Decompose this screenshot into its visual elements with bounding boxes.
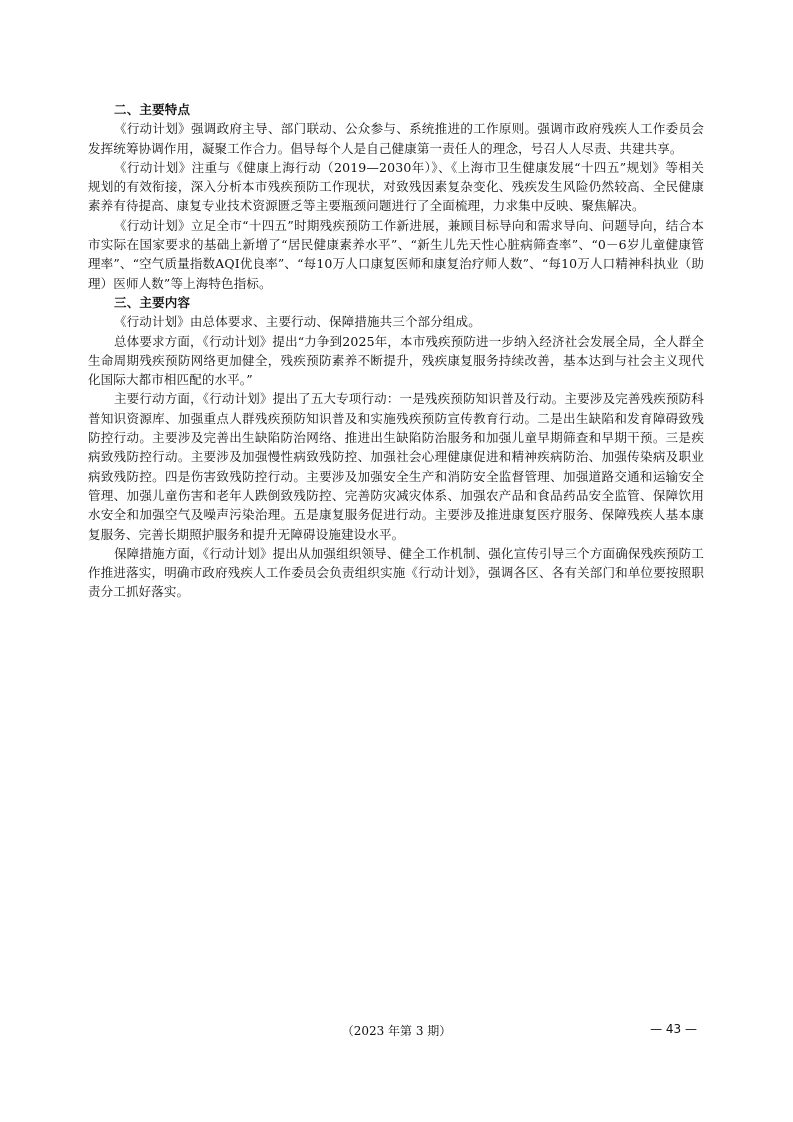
paragraph: 《行动计划》注重与《健康上海行动（2019—2030年）》、《上海市卫生健康发展“十四五”规划》等相关规划的有效衔接，深入分析本市残疾预防工作现状，对致残因素复杂变化、残疾发生风险仍然较高、全民健康素养有待提高、康复专业技术资源匮乏等主要瓶颈问题进行了全面梳理，力求集中反映、聚焦解决。 [88, 159, 704, 214]
section-heading-content: 三、主要内容 [114, 294, 191, 310]
paragraph: 总体要求方面，《行动计划》提出“力争到2025年，本市残疾预防进一步纳入经济社会发展全局，全人群全生命周期残疾预防网络更加健全，残疾预防素养不断提升，残疾康复服务持续改善，基本达到与社会主义现代化国际大都市相匹配的水平。” [88, 333, 704, 388]
page-number: — 43 — [650, 1022, 697, 1036]
paragraph: 《行动计划》立足全市“十四五”时期残疾预防工作新进展，兼顾目标导向和需求导向、问题导向，结合本市实际在国家要求的基础上新增了“居民健康素养水平”、“新生儿先天性心脏病筛查率”、“0－6岁儿童健康管理率”、“空气质量指数AQI优良率”、“每10万人口康复医师和康复治疗师人数”、“每10万人口精神科执业（助理）医师人数”等上海特色指标。 [88, 217, 704, 291]
issue-label: （2023 年第 3 期） [341, 1024, 452, 1038]
document-body [88, 100, 704, 602]
page-footer [0, 1022, 793, 1042]
paragraph: 保障措施方面，《行动计划》提出从加强组织领导、健全工作机制、强化宣传引导三个方面确保残疾预防工作推进落实，明确市政府残疾人工作委员会负责组织实施《行动计划》，强调各区、各有关部门和单位要按照职责分工抓好落实。 [88, 545, 704, 600]
section-heading-features: 二、主要特点 [114, 102, 191, 117]
paragraph: 主要行动方面，《行动计划》提出了五大专项行动：一是残疾预防知识普及行动。主要涉及完善残疾预防科普知识资源库、加强重点人群残疾预防知识普及和实施残疾预防宣传教育行动。二是出生缺陷和发育障碍致残防控行动。主要涉及完善出生缺陷防治网络、推进出生缺陷防治服务和加强儿童早期筛查和早期干预。三是疾病致残防控行动。主要涉及加强慢性病致残防控、加强社会心理健康促进和精神疾病防治、加强传染病及职业病致残防控。四是伤害致残防控行动。主要涉及加强安全生产和消防安全监督管理、加强道路交通和运输安全管理、加强儿童伤害和老年人跌倒致残防控、完善防灾减灾体系、加强农产品和食品药品安全监管、保障饮用水安全和加强空气及噪声污染治理。五是康复服务促进行动。主要涉及推进康复医疗服务、保障残疾人基本康复服务、完善长期照护服务和提升无障碍设施建设水平。 [88, 391, 704, 542]
paragraph: 《行动计划》由总体要求、主要行动、保障措施共三个部分组成。 [114, 314, 481, 330]
paragraph: 《行动计划》强调政府主导、部门联动、公众参与、系统推进的工作原则。强调市政府残疾人工作委员会发挥统筹协调作用，凝聚工作合力。倡导每个人是自己健康第一责任人的理念，号召人人尽责、共建共享。 [88, 121, 704, 156]
